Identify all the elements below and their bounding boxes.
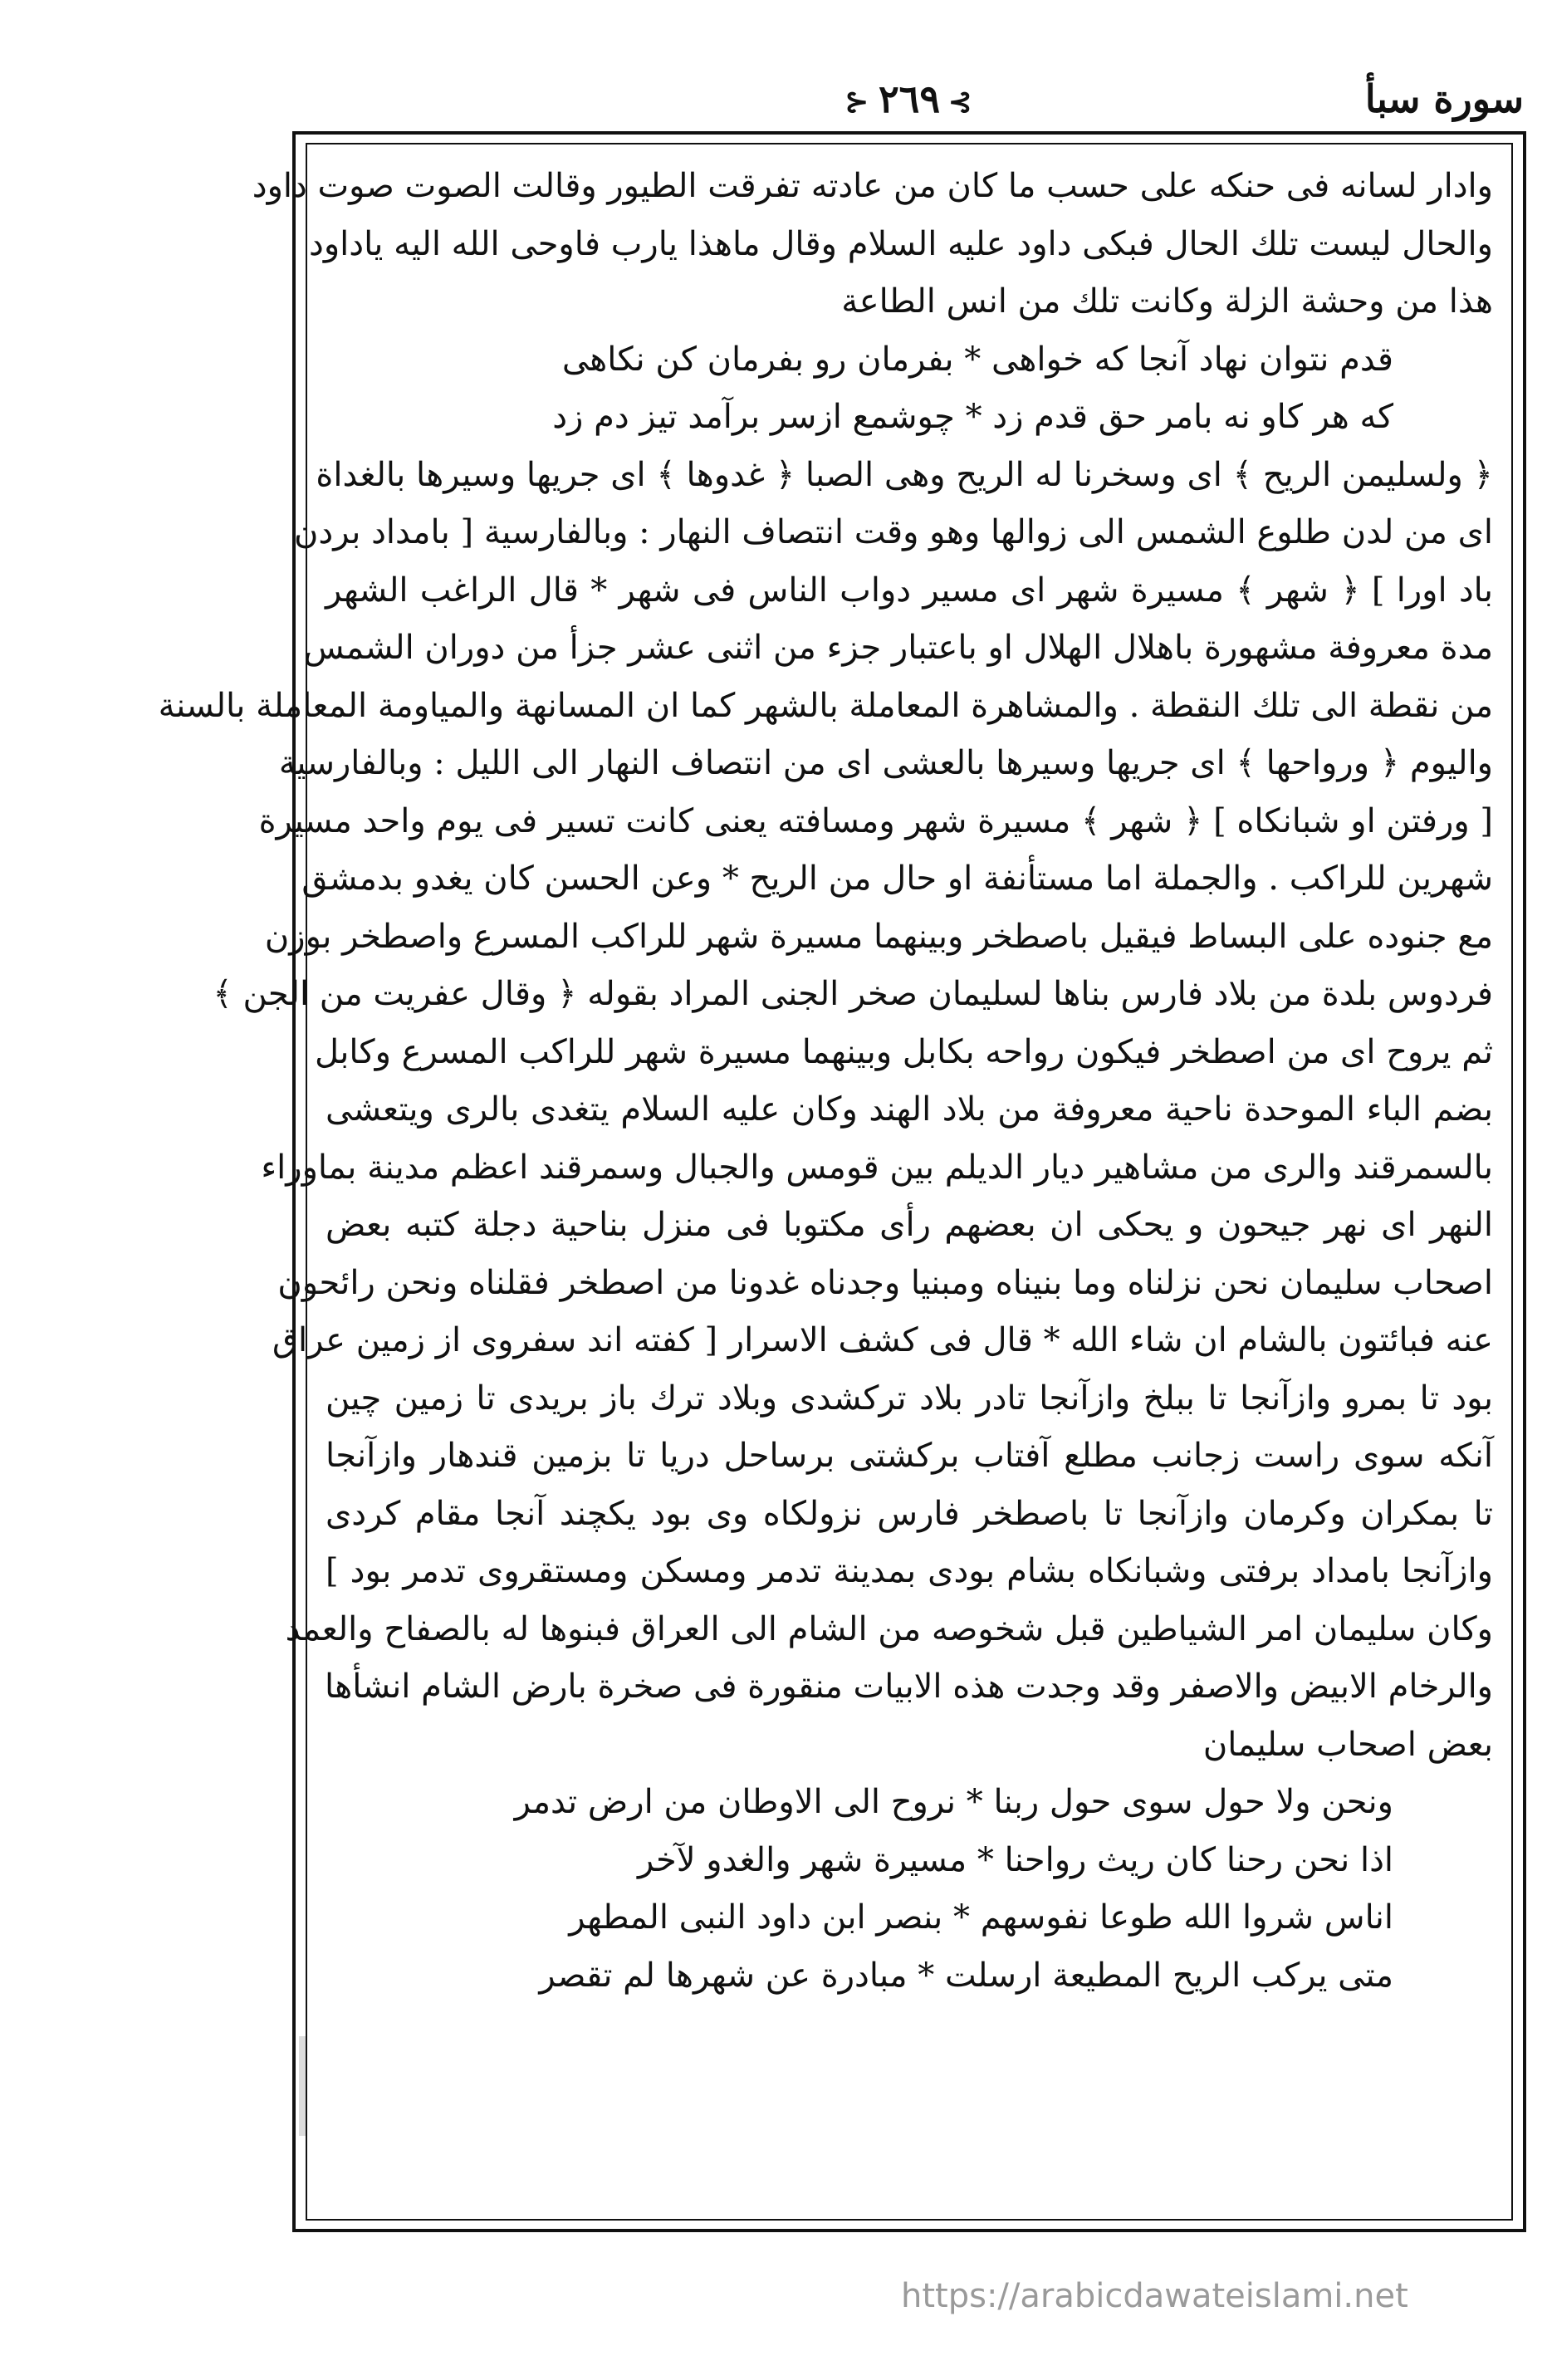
text-line: بالسمرقند والرى من مشاهير ديار الديلم بين قومس والجبال وسمرقند اعظم مدينة بماوراء [261,1148,1493,1187]
text-line: وادار لسانه فى حنكه على حسب ما كان من عادته تفرقت الطيور وقالت الصوت صوت داود [252,167,1493,205]
ornament-right-icon: ⊱ [948,86,974,119]
text-line: من نقطة الى تلك النقطة . والمشاهرة المعاملة بالشهر كما ان المسانهة والمياومة المعاملة بالسنة [158,686,1493,725]
page-number-group [836,76,982,121]
poem-verse: ونحن ولا حول سوى حول ربنا * نروح الى الاوطان من ارض تدمر [514,1783,1393,1821]
text-line: بود تا بمرو وازآنجا تا ببلخ وازآنجا تادر بلاد تركشدى وبلاد ترك باز بريدى تا زمين چين [326,1379,1493,1418]
text-line: بضم الباء الموحدة ناحية معروفة من بلاد الهند وكان عليه السلام يتغدى بالرى ويتعشى [326,1090,1494,1129]
text-line: واليوم ﴿ ورواحها ﴾ اى جريها وسيرها بالعشى اى من انتصاف النهار الى الليل : وبالفارسية [278,744,1493,782]
text-line: ﴿ ولسليمن الريح ﴾ اى وسخرنا له الريح وهى الصبا ﴿ غدوها ﴾ اى جريها وسيرها بالغداة [316,455,1493,494]
surah-title: سورة سبأ [1364,76,1524,121]
margin-stain [299,2036,306,2136]
poem-verse: متى يركب الريح المطيعة ارسلت * مبادرة عن شهرها لم تقصر [539,1956,1393,1995]
text-line: تا بمكران وكرمان وازآنجا تا باصطخر فارس نزولكاه وى بود يكچند آنجا مقام كردى [326,1494,1493,1533]
text-line: آنكه سوى راست زجانب مطلع آفتاب بركشتى برساحل دريا تا بزمين قندهار وازآنجا [326,1437,1493,1475]
text-line: النهر اى نهر جيحون و يحكى ان بعضهم رأى مكتوبا فى منزل بناحية دجلة كتبه بعض [326,1206,1493,1244]
watermark-url: https://arabicdawateislami.net [901,2277,1408,2315]
poem-verse: اناس شروا الله طوعا نفوسهم * بنصر ابن داود النبى المطهر [569,1898,1393,1937]
text-line: بعض اصحاب سليمان [1202,1725,1493,1764]
text-line: هذا من وحشة الزلة وكانت تلك من انس الطاعة [841,282,1493,321]
text-line: شهرين للراكب . والجملة اما مستأنفة او حال من الريح * وعن الحسن كان يغدو بدمشق [301,859,1493,898]
text-line: مع جنوده على البساط فيقيل باصطخر وبينهما مسيرة شهر للراكب المسرع واصطخر بوزن [264,917,1493,956]
text-line: وكان سليمان امر الشياطين قبل شخوصه من الشام الى العراق فبنوها له بالصفاح والعمد [285,1609,1493,1648]
text-line: والرخام الابيض والاصفر وقد وجدت هذه الابيات منقورة فى صخرة بارض الشام انشأها [324,1667,1493,1706]
text-line: ثم يروح اى من اصطخر فيكون رواحه بكابل وبينهما مسيرة شهر للراكب المسرع وكابل [314,1032,1493,1071]
text-line: والحال ليست تلك الحال فبكى داود عليه السلام وقال ماهذا يارب فاوحى الله اليه ياداود [309,224,1493,263]
text-line: اصحاب سليمان نحن نزلناه وما بنيناه ومبنيا وجدناه غدونا من اصطخر فقلناه ونحن رائحون [277,1263,1493,1302]
ornament-left-icon: ⊰ [844,86,870,119]
text-line: باد اورا ] ﴿ شهر ﴾ مسيرة شهر اى مسير دواب الناس فى شهر * قال الراغب الشهر [326,571,1493,610]
text-line: عنه فبائتون بالشام ان شاء الله * قال فى كشف الاسرار [ كفته اند سفروى از زمين عراق [272,1321,1493,1359]
page-number: ٢٦٩ [878,76,941,121]
poem-verse: اذا نحن رحنا كان ريث رواحنا * مسيرة شهر والغدو لآخر [637,1840,1393,1879]
text-line: مدة معروفة مشهورة باهلال الهلال او باعتبار جزء من اثنى عشر جزأ من دوران الشمس [303,629,1493,667]
text-line: وازآنجا بامداد برفتى وشبانكاه بشام بودى بمدينة تدمر ومسكن ومستقروى تدمر بود ] [326,1552,1493,1590]
text-line: اى من لدن طلوع الشمس الى زوالها وهو وقت انتصاف النهار : وبالفارسية [ بامداد بردن [294,513,1493,551]
persian-verse-line: قدم نتوان نهاد آنجا كه خواهى * بفرمان رو بفرمان كن نكاهى [561,340,1393,379]
main-text [158,158,1494,2005]
text-line: [ ورفتن او شبانكاه ] ﴿ شهر ﴾ مسيرة شهر ومسافته يعنى كانت تسير فى يوم واحد مسيرة [258,801,1493,840]
text-line: فردوس بلدة من بلاد فارس بناها لسليمان صخر الجنى المراد بقوله ﴿ وقال عفريت من الجن ﴾ [213,975,1493,1013]
persian-verse-line: كه هر كاو نه بامر حق قدم زد * چوشمع ازسر برآمد تيز دم زد [552,398,1393,436]
